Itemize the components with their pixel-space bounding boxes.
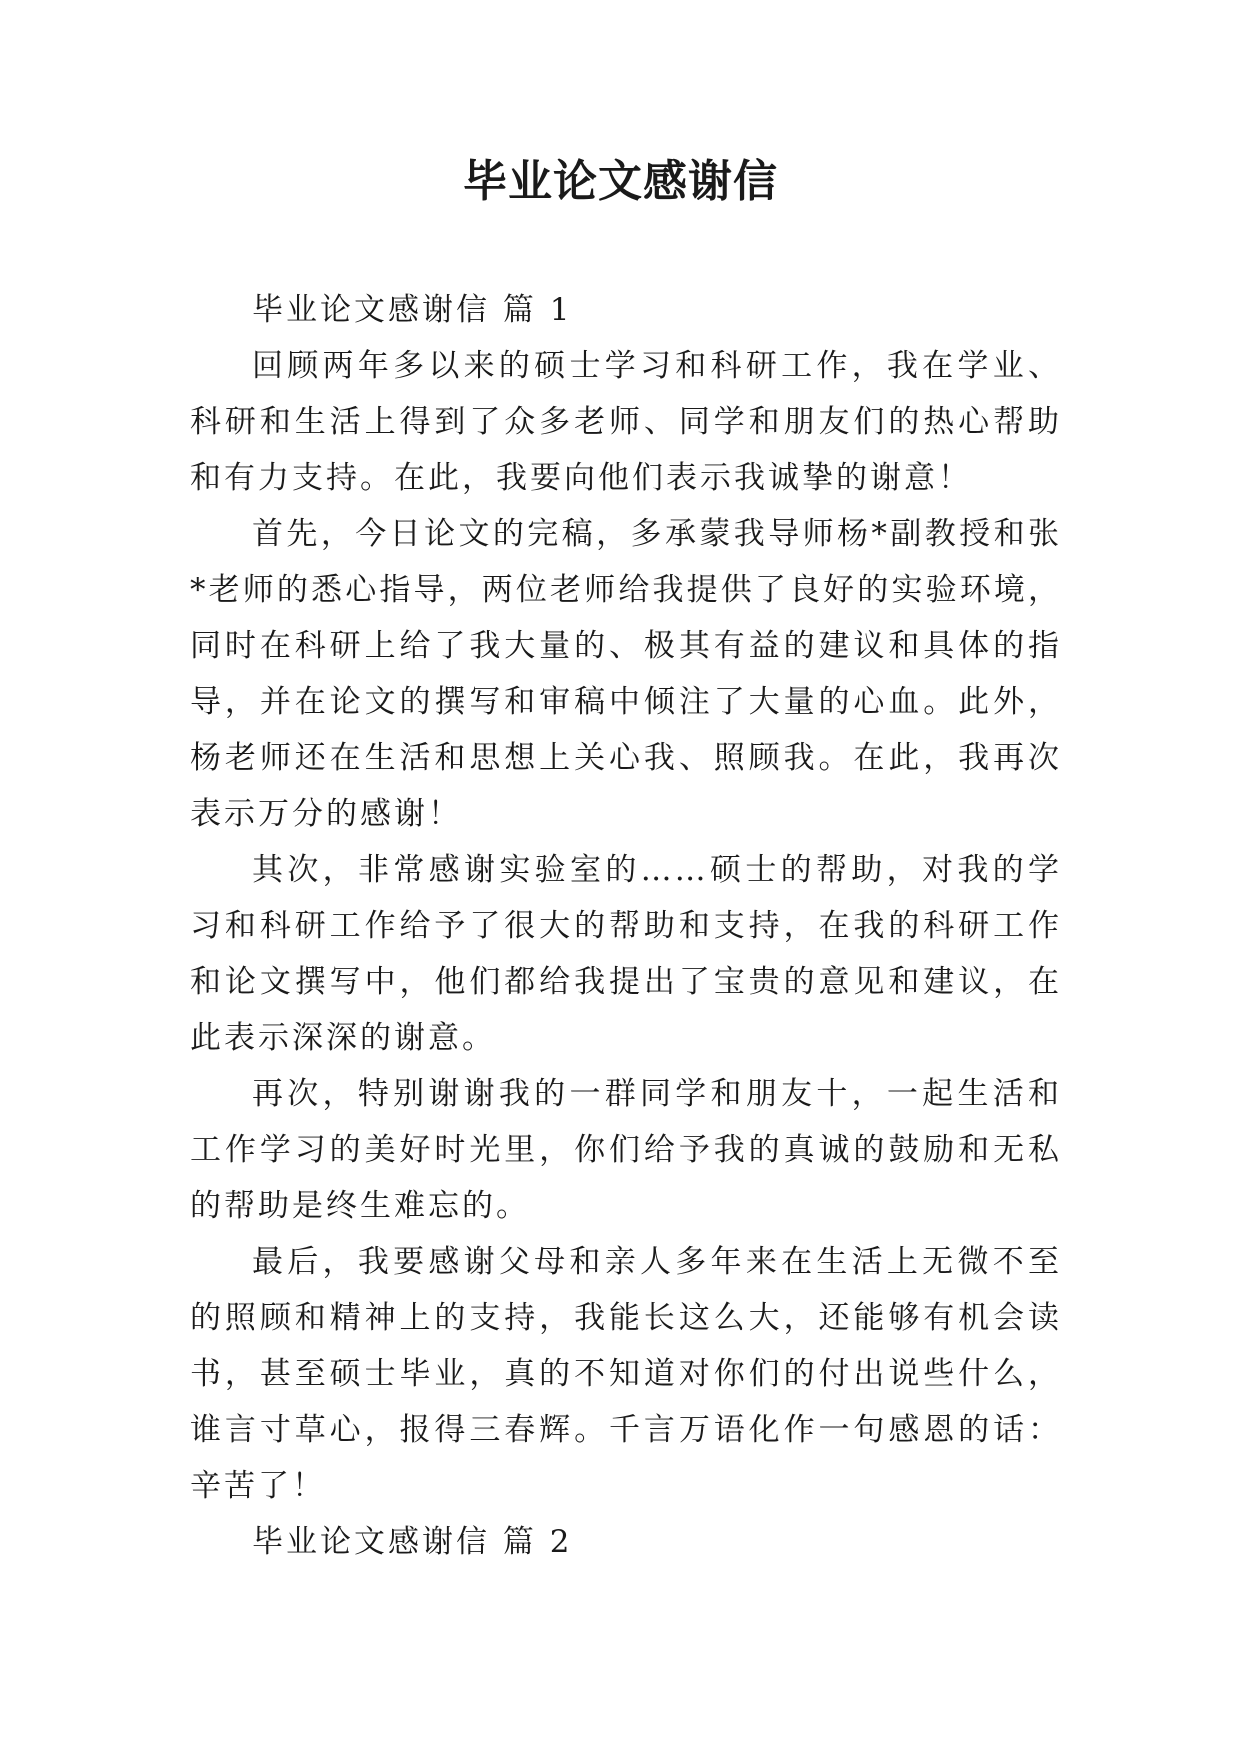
document-title: 毕业论文感谢信 [463,156,778,207]
section-heading-1: 毕业论文感谢信 篇 1 [252,292,573,328]
section-heading-2: 毕业论文感谢信 篇 2 [252,1524,573,1560]
paragraph-intro: 回顾两年多以来的硕士学习和科研工作，我在学业、科研和生活上得到了众多老师、同学和朋友们的热心帮助和有力支持。在此，我要向他们表示我诚挚的谢意！ [190,348,1062,496]
paragraph-parents: 最后，我要感谢父母和亲人多年来在生活上无微不至的照顾和精神上的支持，我能长这么大，还能够有机会读书，甚至硕士毕业，真的不知道对你们的付出说些什么，谁言寸草心，报得三春辉。千言万语化作一句感恩的话：辛苦了！ [190,1244,1062,1504]
paragraph-classmates: 再次，特别谢谢我的一群同学和朋友十，一起生活和工作学习的美好时光里，你们给予我的真诚的鼓励和无私的帮助是终生难忘的。 [190,1076,1062,1224]
paragraph-lab-colleagues: 其次，非常感谢实验室的……硕士的帮助，对我的学习和科研工作给予了很大的帮助和支持，在我的科研工作和论文撰写中，他们都给我提出了宝贵的意见和建议，在此表示深深的谢意。 [190,852,1062,1056]
paragraph-advisors: 首先，今日论文的完稿，多承蒙我导师杨*副教授和张*老师的悉心指导，两位老师给我提供了良好的实验环境，同时在科研上给了我大量的、极其有益的建议和具体的指导，并在论文的撰写和审稿中倾注了大量的心血。此外，杨老师还在生活和思想上关心我、照顾我。在此，我再次表示万分的感谢！ [190,516,1062,832]
document-body [190,282,1062,1570]
